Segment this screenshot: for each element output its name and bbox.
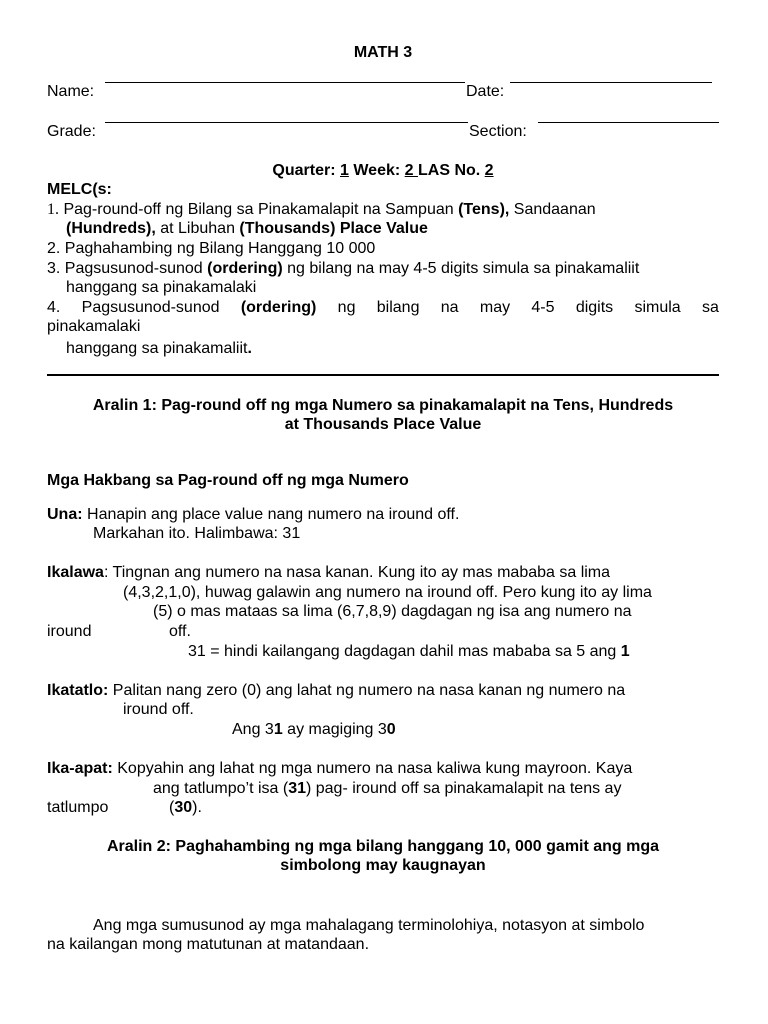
las-label: LAS No.	[418, 162, 481, 179]
melc-item-1-line-1: 1. Pag-round-off ng Bilang sa Pinakamalapit na Sampuan (Tens), Sandaanan	[47, 201, 596, 218]
quarter-week-line	[47, 162, 719, 180]
section-label: Section:	[469, 123, 527, 140]
melc-item-2: 2. Paghahambing ng Bilang Hanggang 10 000	[47, 240, 376, 257]
section-field[interactable]	[538, 122, 719, 123]
step-ikalawa-line-4a: iround	[47, 623, 92, 640]
lesson-1-title-line-2: at Thousands Place Value	[284, 416, 482, 433]
step-ikatatlo-line-1: Ikatatlo: Palitan nang zero (0) ang lahat ng numero na nasa kanan ng numero na	[47, 682, 626, 699]
melc-item-4-line-2: pinakamalaki	[47, 318, 141, 335]
lesson-1-title-line-1: Aralin 1: Pag-round off ng mga Numero sa pinakamalapit na Tens, Hundreds	[92, 397, 674, 414]
melc-heading: MELC(s:	[47, 181, 112, 198]
step-ikalawa-label: Ikalawa	[47, 564, 104, 581]
lesson-2-title-line-1: Aralin 2: Paghahambing ng mga bilang hanggang 10, 000 gamit ang mga	[106, 838, 660, 855]
melc-item-1-line-2: (Hundreds), at Libuhan (Thousands) Place Value	[66, 220, 428, 237]
section-divider	[47, 374, 719, 376]
quarter-value: 1	[340, 162, 349, 179]
date-field[interactable]	[510, 82, 712, 83]
grade-label: Grade:	[47, 123, 96, 140]
melc-item-3-line-2: hanggang sa pinakamalaki	[66, 279, 257, 296]
step-ikaapat-label: Ika-apat:	[47, 760, 113, 777]
melc-item-3-line-1: 3. Pagsusunod-sunod (ordering) ng bilang na may 4-5 digits simula sa pinakamaliit	[47, 260, 640, 277]
quarter-label: Quarter:	[272, 162, 336, 179]
date-label: Date:	[466, 83, 505, 100]
step-una-line-1: Una: Hanapin ang place value nang numero na iround off.	[47, 506, 460, 523]
lesson-2-paragraph-line-1: Ang mga sumusunod ay mga mahalagang terminolohiya, notasyon at simbolo	[93, 917, 645, 934]
melc-item-1-number: 1.	[47, 201, 59, 218]
step-ikalawa-line-4b: off.	[169, 623, 191, 640]
step-ikaapat-line-2: ang tatlumpo’t isa (31) pag- iround off sa pinakamalapit na tens ay	[153, 780, 622, 797]
name-label: Name:	[47, 83, 95, 100]
grade-field[interactable]	[105, 122, 468, 123]
page-title: MATH 3	[353, 44, 413, 61]
step-ikatatlo-example: Ang 31 ay magiging 30	[232, 721, 396, 738]
step-ikatatlo-label: Ikatatlo:	[47, 682, 109, 699]
week-value: 2	[404, 162, 418, 179]
step-ikaapat-line-1: Ika-apat: Kopyahin ang lahat ng mga numero na nasa kaliwa kung mayroon. Kaya	[47, 760, 633, 777]
week-label: Week:	[353, 162, 401, 179]
step-ikalawa-line-2: (4,3,2,1,0), huwag galawin ang numero na iround off. Pero kung ito ay lima	[123, 584, 652, 601]
lesson-2-title-line-2: simbolong may kaugnayan	[280, 857, 486, 874]
step-ikaapat-line-3a: tatlumpo	[47, 799, 109, 816]
step-ikaapat-line-3b: (30).	[169, 799, 202, 816]
step-ikalawa-line-1: Ikalawa: Tingnan ang numero na nasa kanan. Kung ito ay mas mababa sa lima	[47, 564, 611, 581]
las-value: 2	[484, 162, 494, 179]
step-ikatatlo-line-2: iround off.	[123, 701, 194, 718]
melc-item-4-line-1: 4. Pagsusunod-sunod (ordering) ng bilang na may 4-5 digits simula sa	[47, 299, 719, 316]
steps-heading: Mga Hakbang sa Pag-round off ng mga Numero	[47, 472, 409, 489]
name-field[interactable]	[105, 82, 465, 83]
lesson-2-paragraph-line-2: na kailangan mong matutunan at matandaan.	[47, 936, 370, 953]
melc-item-4-line-3: hanggang sa pinakamaliit.	[66, 340, 252, 357]
step-ikalawa-line-3: (5) o mas mataas sa lima (6,7,8,9) dagdagan ng isa ang numero na	[153, 603, 632, 620]
step-ikalawa-example: 31 = hindi kailangang dagdagan dahil mas mababa sa 5 ang 1	[188, 643, 630, 660]
step-una-line-2: Markahan ito. Halimbawa: 31	[93, 525, 301, 542]
step-una-label: Una:	[47, 506, 83, 523]
